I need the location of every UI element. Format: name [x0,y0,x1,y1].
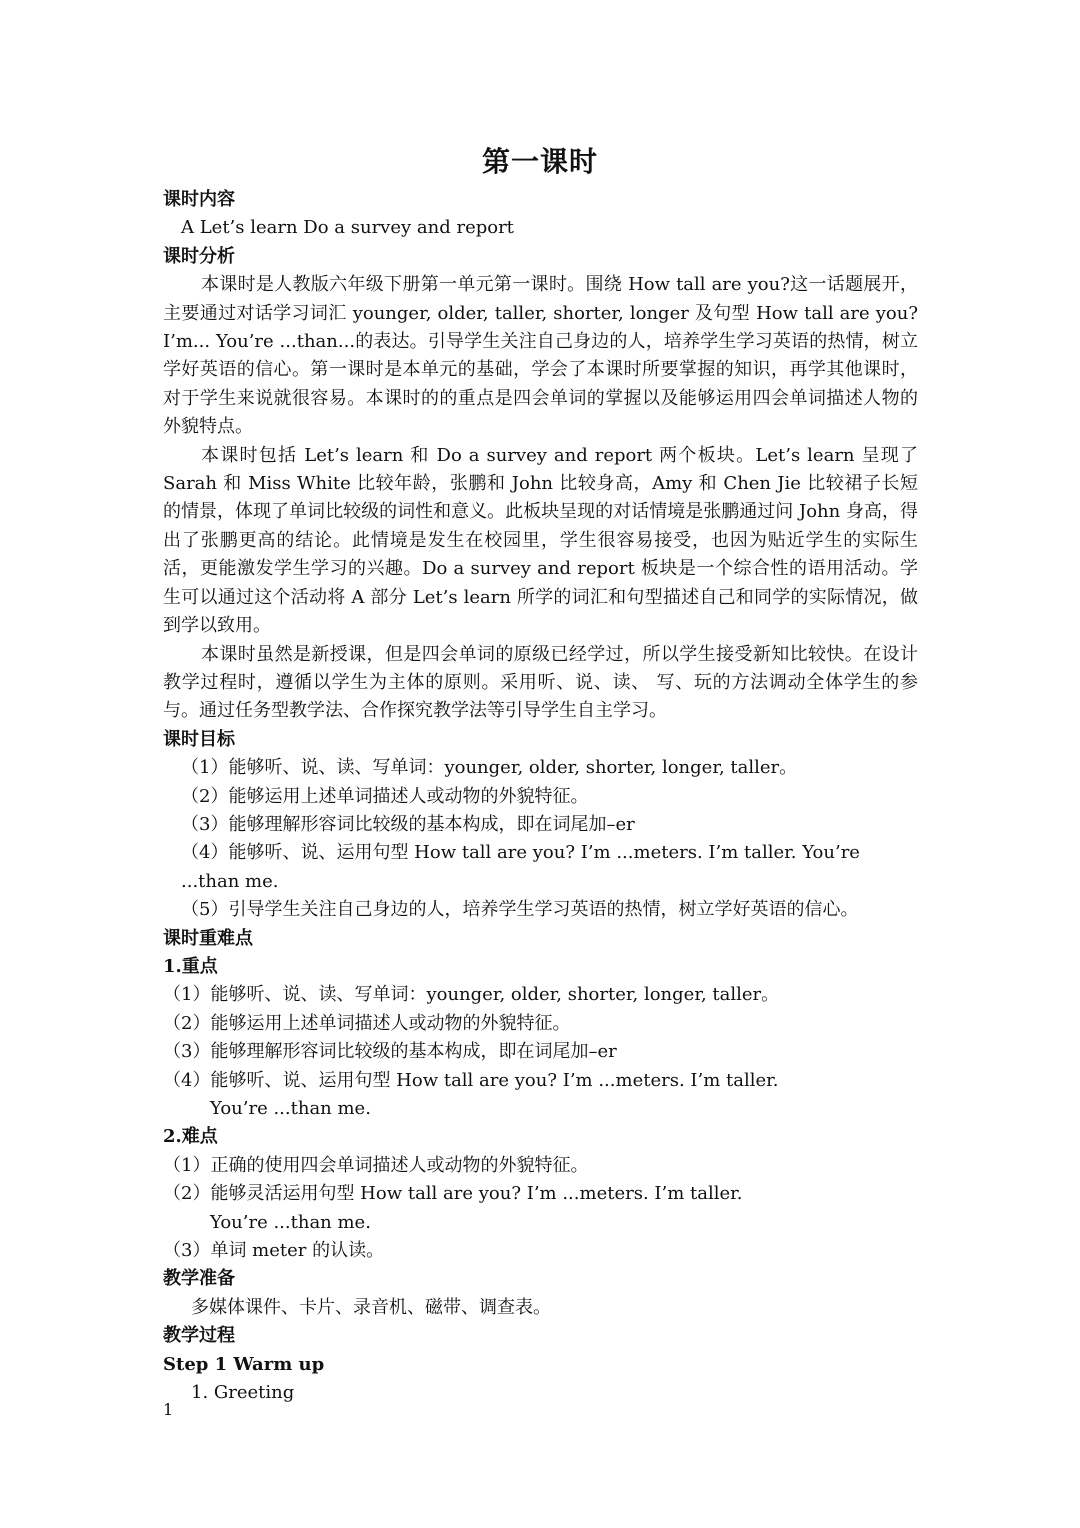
subheading-key: 1.重点 [163,955,218,977]
objective-item: （2）能够运用上述单词描述人或动物的外貌特征。 [181,785,589,807]
key-item: （2）能够运用上述单词描述人或动物的外貌特征。 [163,1012,571,1034]
section-heading-content: 课时内容 [163,189,235,210]
difficult-item-continuation: You’re ...than me. [210,1211,371,1233]
content-line: A Let’s learn Do a survey and report [181,217,514,239]
difficult-item: （2）能够灵活运用句型 How tall are you? I’m ...meters. I’m taller. [163,1183,743,1205]
section-heading-preparation: 教学准备 [163,1268,235,1290]
analysis-paragraph-3: 本课时虽然是新授课，但是四会单词的原级已经学过，所以学生接受新知比较快。在设计教学过程时，遵循以学生为主体的原则。采用听、说、读、 写、玩的方法调动全体学生的参与。通过任务型教学法、合作探究教学法等引导学生自主学习。 [163,643,918,722]
objective-item: （3）能够理解形容词比较级的基本构成，即在词尾加–er [181,813,635,835]
objective-item: （4）能够听、说、运用句型 How tall are you? I’m ...meters. I’m taller. You’re ...than me. [181,842,860,892]
subheading-difficult: 2.难点 [163,1126,218,1148]
page-title: 第一课时 [481,145,598,178]
objective-item: （1）能够听、说、读、写单词：younger, older, shorter, longer, taller。 [181,757,798,779]
key-item: （1）能够听、说、读、写单词：younger, older, shorter, longer, taller。 [163,984,780,1006]
key-item: （4）能够听、说、运用句型 How tall are you? I’m ...meters. I’m taller. [163,1069,779,1091]
difficult-item: （1）正确的使用四会单词描述人或动物的外貌特征。 [163,1154,589,1176]
analysis-paragraph-2: 本课时包括 Let’s learn 和 Do a survey and report 两个板块。Let’s learn 呈现了 Sarah 和 Miss White 比较年龄，张鹏和 John 比较身高，Amy 和 Chen Jie 比较裙子长短的情景，体现了单词比较级的词性和意义。此板块呈现的对话情境是张鹏通过问 John 身高，得出了张鹏更高的结论。此情境是发生在校园里，学生很容易接受，也因为贴近学生的实际生活，更能激发学生学习的兴趣。Do a survey and report 板块是一个综合性的语用活动。学生可以通过这个活动将 A 部分 Let’s learn 所学的词汇和句型描述自己和同学的实际情况，做到学以致用。 [163,444,918,637]
section-heading-analysis: 课时分析 [163,245,235,267]
section-heading-objectives: 课时目标 [163,728,235,750]
page-number: 1 [163,1400,174,1419]
section-heading-key-points: 课时重难点 [163,927,253,949]
step-item: 1. Greeting [191,1382,295,1404]
key-item-continuation: You’re ...than me. [210,1098,371,1119]
difficult-item: （3）单词 meter 的认读。 [163,1240,385,1262]
document-body [163,186,918,1407]
step-heading: Step 1 Warm up [163,1353,325,1375]
objective-item: （5）引导学生关注自己身边的人，培养学生学习英语的热情，树立学好英语的信心。 [181,899,859,921]
analysis-paragraph-1: 本课时是人教版六年级下册第一单元第一课时。围绕 How tall are you?这一话题展开，主要通过对话学习词汇 younger, older, taller, shorter, longer 及句型 How tall are you? I’m... You’re ...than...的表达。引导学生关注自己身边的人，培养学生学习英语的热情，树立学好英语的信心。第一课时是本单元的基础，学会了本课时所要掌握的知识，再学其他课时，对于学生来说就很容易。本课时的的重点是四会单词的掌握以及能够运用四会单词描述人物的外貌特点。 [163,274,918,438]
preparation-line: 多媒体课件、卡片、录音机、磁带、调查表。 [191,1296,551,1318]
key-item: （3）能够理解形容词比较级的基本构成，即在词尾加–er [163,1041,617,1063]
section-heading-process: 教学过程 [163,1325,235,1347]
